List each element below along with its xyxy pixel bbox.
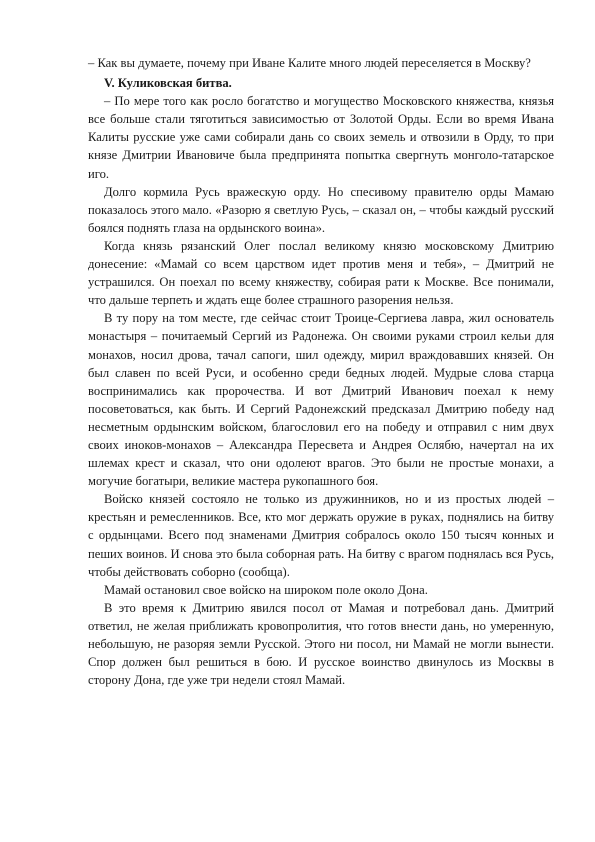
paragraph-5: Войско князей состояло не только из дружинников, но и из простых людей – крестьян и ремесленников. Все, кто мог держать оружие в руках, поднялись на битву с ордынцами. Всего под знаменами Дмитрия собралось около 150 тысяч конных и пеших воинов. И снова это была соборная рать. На битву с врагом поднялась вся Русь, чтобы действовать соборно (сообща). <box>88 492 554 579</box>
paragraph-3: Когда князь рязанский Олег послал великому князю московскому Дмитрию донесение: «Мамай со всем царством идет против меня и тебя», – Дмитрий не устрашился. Он поехал по всему княжеству, собирая рати к Москве. Все понимали, что дальше терпеть и ждать еще более страшного разорения нельзя. <box>88 238 554 308</box>
paragraph-1: – По мере того как росло богатство и могущество Московского княжества, князья все больше стали тяготиться зависимостью от Золотой Орды. Если во время Ивана Калиты русские уже сами собирали дань со своих земель и отвозили в Орду, то при князе Дмитрии Ивановиче была предпринята попытка свергнуть монголо-татарское иго. <box>88 94 554 181</box>
paragraph-7: В это время к Дмитрию явился посол от Мамая и потребовал дань. Дмитрий ответил, не желая приближать кровопролития, что готов внести дань, но умеренную, небольшую, не разоряя земли Русской. Этого ни посол, ни Мамай не могли вынести. Спор должен был решиться в бою. И русское воинство двинулось из Москвы в сторону Дона, где уже три недели стоял Мамай. <box>88 600 554 688</box>
paragraph-2: Долго кормила Русь вражескую орду. Но спесивому правителю орды Мамаю показалось этого мало. «Разорю я светлую Русь, – сказал он, – чтобы каждый русский боялся поднять глаза на ордынского воина». <box>88 184 554 235</box>
paragraph-6: Мамай остановил свое войско на широком поле около Дона. <box>104 582 428 597</box>
document-body <box>88 54 554 689</box>
section-title: V. Куликовская битва. <box>104 76 232 91</box>
paragraph-4: В ту пору на том месте, где сейчас стоит Троице-Сергиева лавра, жил основатель монастыря – почитаемый Сергий из Радонежа. Он своими руками строил кельи для монахов, носил дрова, тачал сапоги, шил одежду, мирил враждовавших князей. Он был славен по всей Руси, и особенно среди бедных людей. Мудрые слова старца воспринимались как пророчества. И вот Дмитрий Иванович поехал к нему посоветоваться, как быть. И Сергий Радонежский предсказал Дмитрию победу над несметным ордынским войском, благословил его на победу и отправил с ним двух своих иноков-монахов – Александра Пересвета и Андрея Ослябю, начертал на их шлемах крест и сказал, что они одолеют врагов. Это были не простые монахи, а могучие богатыри, великие мастера рукопашного боя. <box>88 311 554 489</box>
intro-question: – Как вы думаете, почему при Иване Калите много людей переселяется в Москву? <box>88 56 531 70</box>
